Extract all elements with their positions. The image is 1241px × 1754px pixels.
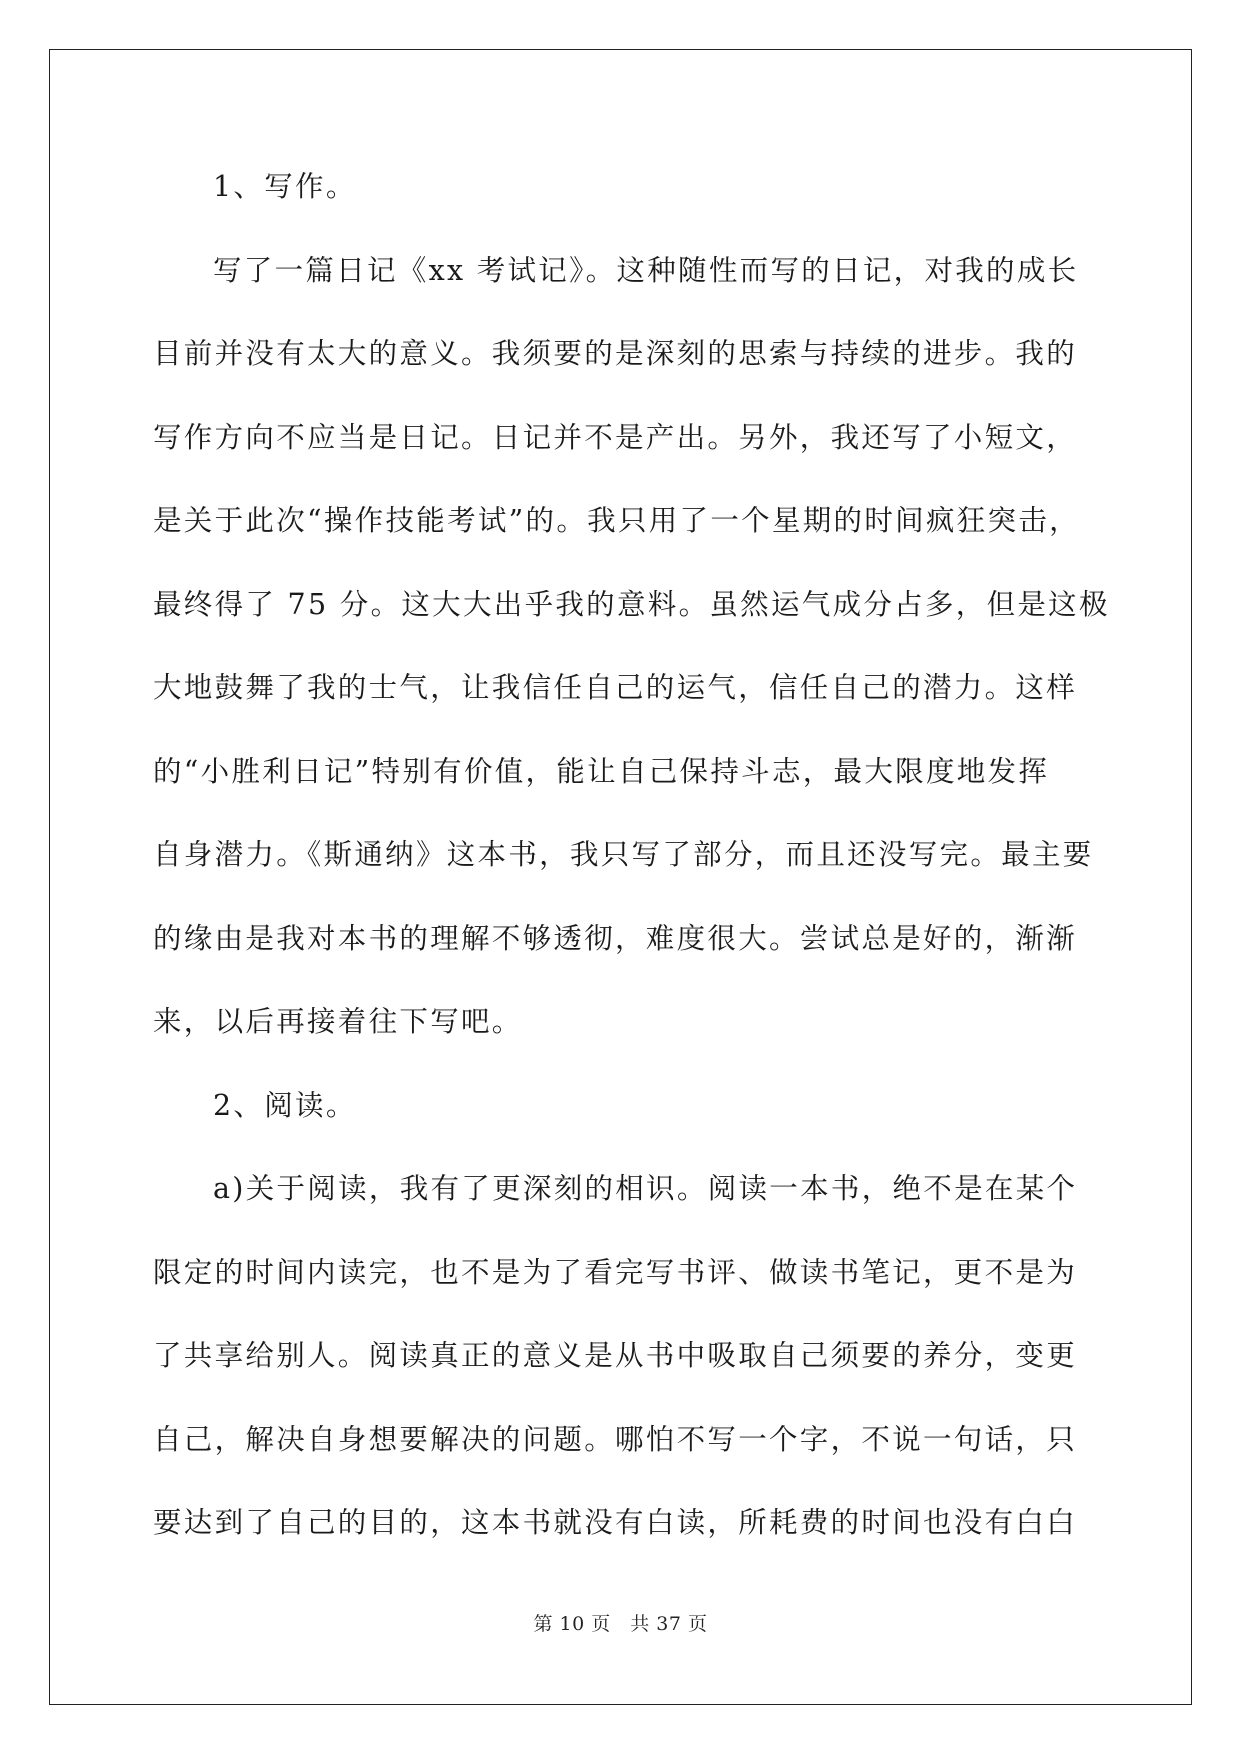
paragraph-line: 要达到了自己的目的，这本书就没有白读，所耗费的时间也没有白白 [153, 1506, 1078, 1539]
paragraph-line: 大地鼓舞了我的士气，让我信任自己的运气，信任自己的潜力。这样 [153, 671, 1078, 704]
paragraph-line: 写了一篇日记《xx 考试记》。这种随性而写的日记，对我的成长 [213, 253, 1079, 287]
paragraph-line: 是关于此次“操作技能考试”的。我只用了一个星期的时间疯狂突击， [153, 504, 1080, 537]
paragraph-line: 自身潜力。《斯通纳》这本书，我只写了部分，而且还没写完。最主要 [153, 838, 1094, 871]
paragraph-line: 自己，解决自身想要解决的问题。哪怕不写一个字，不说一句话，只 [153, 1422, 1078, 1456]
page-number-footer: 第 10 页 共 37 页 [533, 1613, 708, 1635]
paragraph-line: 目前并没有太大的意义。我须要的是深刻的思索与持续的进步。我的 [153, 337, 1078, 370]
paragraph-line: 最终得了 75 分。这大大出乎我的意料。虽然运气成分占多，但是这极 [153, 587, 1110, 621]
paragraph-line: 来，以后再接着往下写吧。 [153, 1005, 523, 1038]
paragraph-line: a)关于阅读，我有了更深刻的相识。阅读一本书，绝不是在某个 [213, 1172, 1078, 1205]
paragraph-line: 的“小胜利日记”特别有价值，能让自己保持斗志，最大限度地发挥 [153, 754, 1050, 788]
section-heading-reading: 2、阅读。 [213, 1088, 357, 1122]
section-heading-writing: 1、写作。 [213, 170, 357, 203]
paragraph-line: 写作方向不应当是日记。日记并不是产出。另外，我还写了小短文， [153, 420, 1078, 454]
document-body [153, 162, 1110, 1582]
paragraph-line: 的缘由是我对本书的理解不够透彻，难度很大。尝试总是好的，渐渐 [153, 921, 1078, 955]
paragraph-line: 限定的时间内读完，也不是为了看完写书评、做读书笔记，更不是为 [153, 1255, 1078, 1289]
paragraph-line: 了共享给别人。阅读真正的意义是从书中吸取自己须要的养分，变更 [153, 1339, 1078, 1372]
